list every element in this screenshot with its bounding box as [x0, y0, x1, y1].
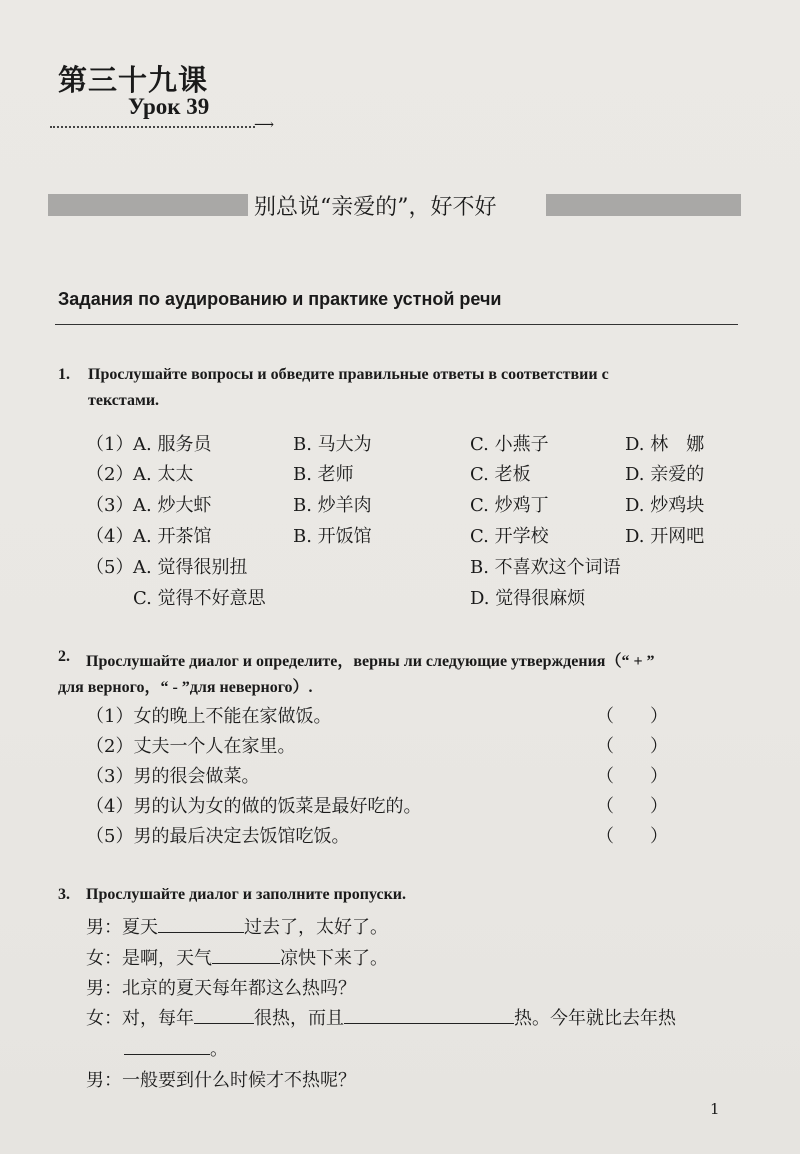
text-title: 别总说“亲爱的”，好不好 [254, 195, 497, 220]
dialog-line-4-end: 热。今年就比去年热 [514, 1008, 676, 1029]
task2-number: 2. [58, 648, 70, 665]
title-band-right [546, 194, 741, 216]
task2-instruction-line2: для верного，“ - ”для неверного）. [58, 679, 313, 696]
q3-option-d: D. 炒鸡块 [625, 495, 705, 516]
q3-option-c: C. 炒鸡丁 [470, 495, 549, 516]
dialog-line-6: 男：一般要到什么时候才不热呢？ [86, 1070, 356, 1091]
q2-option-c: C. 老板 [470, 464, 531, 485]
blank-5[interactable] [124, 1038, 210, 1055]
statement-2: （2）丈夫一个人在家里。 [86, 736, 296, 757]
q3-option-a: A. 炒大虾 [133, 495, 212, 516]
blank-2[interactable] [212, 947, 280, 964]
dialog-line-1 [86, 913, 388, 939]
lesson-title-russian: Урок 39 [128, 94, 210, 119]
dialog-line-2-start: 女：是啊，天气 [86, 948, 212, 969]
task3-number: 3. [58, 886, 70, 903]
answer-box-5[interactable]: （ ） [596, 826, 668, 847]
dialog-line-4-mid: 很热，而且 [254, 1008, 344, 1029]
blank-4[interactable] [344, 1007, 514, 1024]
dialog-line-3: 男：北京的夏天每年都这么热吗？ [86, 978, 356, 999]
dialog-line-1-start: 男：夏天 [86, 917, 158, 938]
task1-instruction-line2: текстами. [88, 392, 160, 409]
section-rule [55, 324, 738, 325]
q5-option-d: D. 觉得很麻烦 [470, 588, 586, 609]
dialog-line-4-start: 女：对，每年 [86, 1008, 194, 1029]
q3-option-b: B. 炒羊肉 [293, 495, 372, 516]
dialog-line-5-end: 。 [210, 1039, 228, 1060]
q4-option-b: B. 开饭馆 [293, 526, 372, 547]
arrow-right-icon: ⟶ [254, 117, 275, 133]
q1-option-c: C. 小燕子 [470, 434, 549, 455]
dialog-line-1-end: 过去了，太好了。 [244, 917, 388, 938]
q5-number: （5） [86, 557, 134, 578]
answer-box-3[interactable]: （ ） [596, 766, 668, 787]
q4-option-a: A. 开茶馆 [133, 526, 212, 547]
statement-1: （1）女的晚上不能在家做饭。 [86, 706, 332, 727]
q4-option-d: D. 开网吧 [625, 526, 705, 547]
q5-option-a: A. 觉得很别扭 [133, 557, 248, 578]
task1-instruction-line1: Прослушайте вопросы и обведите правильные ответы в соответствии с [88, 366, 609, 383]
blank-3[interactable] [194, 1007, 254, 1024]
answer-box-2[interactable]: （ ） [596, 736, 668, 757]
q2-option-a: A. 太太 [133, 464, 194, 485]
section-heading: Задания по аудированию и практике устной речи [58, 289, 502, 309]
title-band-left [48, 194, 248, 216]
q1-option-a: A. 服务员 [133, 434, 212, 455]
q5-option-c: C. 觉得不好意思 [133, 588, 266, 609]
task1-number: 1. [58, 366, 70, 383]
blank-1[interactable] [158, 916, 244, 933]
q2-option-d: D. 亲爱的 [625, 464, 705, 485]
answer-box-4[interactable]: （ ） [596, 796, 668, 817]
dialog-line-4 [86, 1004, 676, 1030]
page-number: 1 [710, 1100, 720, 1118]
task3-instruction: Прослушайте диалог и заполните пропуски. [86, 886, 407, 903]
q4-number: （4） [86, 526, 134, 547]
q5-option-b: B. 不喜欢这个词语 [470, 557, 621, 578]
dialog-line-2 [86, 944, 388, 970]
task2-instruction-line1: Прослушайте диалог и определите，верны ли следующие утверждения（“ + ” [86, 653, 655, 670]
q3-number: （3） [86, 495, 134, 516]
q2-option-b: B. 老师 [293, 464, 354, 485]
statement-3: （3）男的很会做菜。 [86, 766, 260, 787]
lesson-title-chinese: 第三十九课 [58, 63, 209, 97]
q1-number: （1） [86, 434, 134, 455]
q1-option-d: D. 林 娜 [625, 434, 705, 455]
answer-box-1[interactable]: （ ） [596, 706, 668, 727]
q1-option-b: B. 马大为 [293, 434, 372, 455]
statement-5: （5）男的最后决定去饭馆吃饭。 [86, 826, 350, 847]
q4-option-c: C. 开学校 [470, 526, 549, 547]
statement-4: （4）男的认为女的做的饭菜是最好吃的。 [86, 796, 422, 817]
dialog-line-5 [124, 1035, 228, 1061]
q2-number: （2） [86, 464, 134, 485]
dotted-divider [50, 126, 255, 128]
dialog-line-2-end: 凉快下来了。 [280, 948, 388, 969]
